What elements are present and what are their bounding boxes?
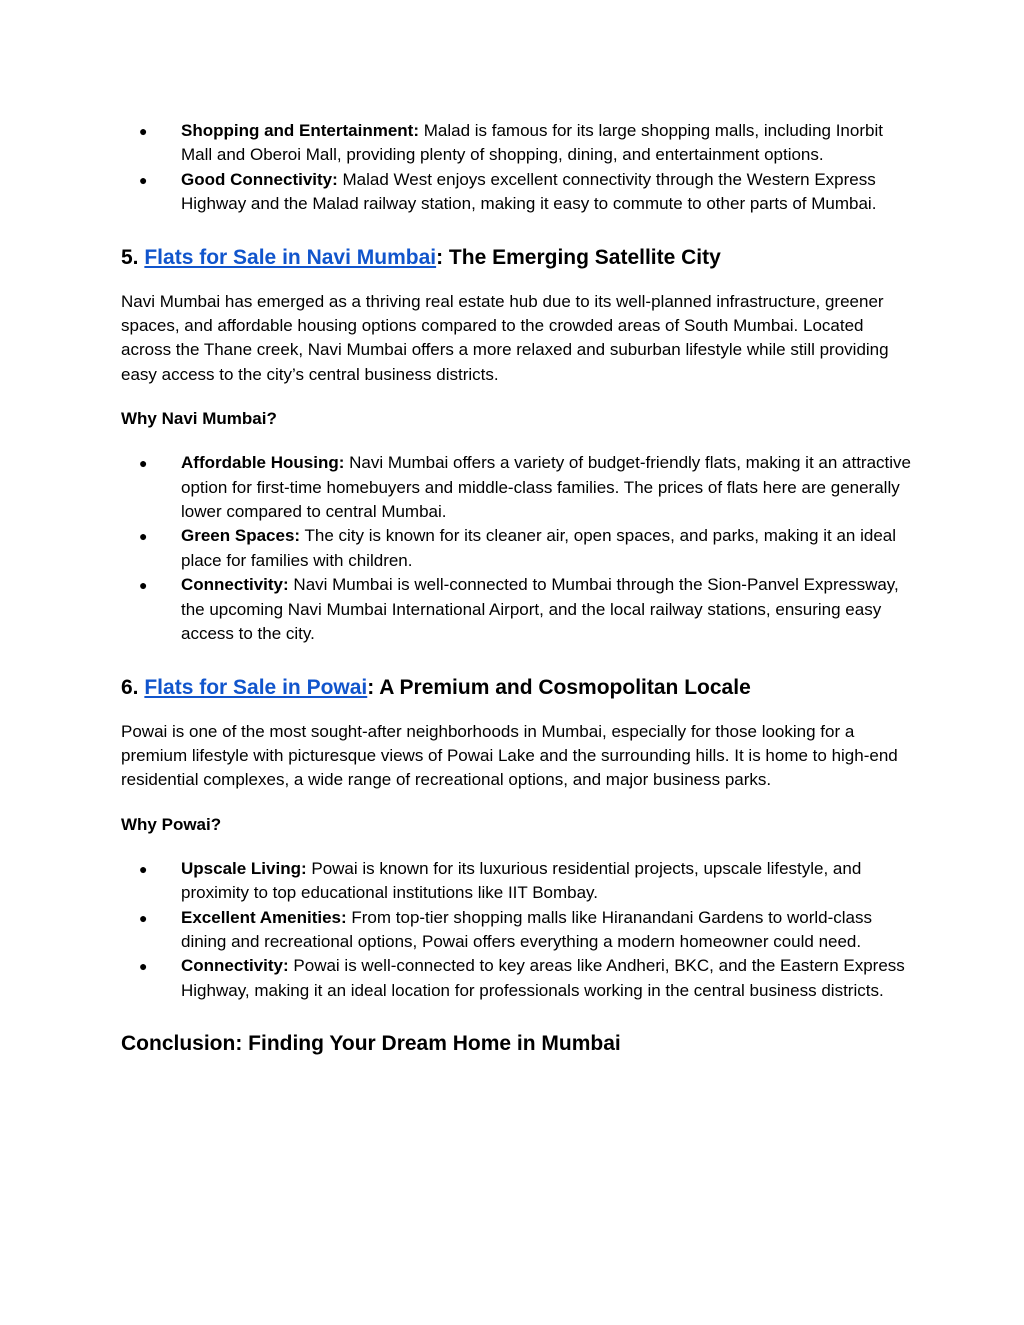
section-6-subheading: Why Powai?	[121, 814, 222, 834]
powai-benefits-list	[121, 857, 911, 1003]
bullet-icon: ●	[139, 171, 148, 188]
bullet-icon: ●	[139, 577, 148, 594]
list-item	[121, 857, 911, 906]
section-6-title-rest: : A Premium and Cosmopolitan Locale	[367, 675, 751, 699]
list-item-text: The city is known for its cleaner air, open spaces, and parks, making it an ideal place for families with children.	[181, 526, 897, 570]
list-item	[121, 451, 911, 524]
list-item-text: Powai is well-connected to key areas like Andheri, BKC, and the Eastern Express Highway, making it an ideal location for professionals working in the central business districts.	[181, 956, 905, 1000]
list-item-term: Shopping and Entertainment:	[181, 121, 419, 140]
list-item-term: Good Connectivity:	[181, 169, 338, 189]
list-item-term: Connectivity:	[181, 956, 289, 976]
section-5-heading	[121, 244, 911, 272]
section-6-paragraph: Powai is one of the most sought-after neighborhoods in Mumbai, especially for those looking for a premium lifestyle with picturesque views of Powai Lake and the surrounding hills. It is home to high-end residential complexes, a wide range of recreational options, and major business parks.	[121, 721, 898, 790]
list-item-term: Green Spaces:	[181, 526, 301, 546]
list-item	[121, 573, 911, 646]
list-item	[121, 119, 911, 168]
navi-mumbai-link[interactable]: Flats for Sale in Navi Mumbai	[144, 245, 437, 269]
list-item-text: Powai is known for its luxurious residential projects, upscale lifestyle, and proximity to top educational institutions like IIT Bombay.	[181, 858, 862, 903]
bullet-icon: ●	[139, 860, 148, 877]
document-page	[121, 119, 911, 1058]
list-item	[121, 524, 911, 573]
section-5-paragraph: Navi Mumbai has emerged as a thriving real estate hub due to its well-planned infrastructure, greener spaces, and affordable housing options compared to the crowded areas of South Mumbai. Located across the Thane creek, Navi Mumbai offers a more relaxed and suburban lifestyle while still providing easy access to the city’s central business districts.	[121, 291, 889, 384]
bullet-icon: ●	[139, 958, 148, 975]
list-item	[121, 168, 911, 217]
list-item-text: Malad West enjoys excellent connectivity through the Western Express Highway and the Malad railway station, making it easy to commute to other parts of Mumbai.	[181, 169, 877, 214]
bullet-icon: ●	[139, 455, 148, 472]
navi-mumbai-benefits-list	[121, 451, 911, 646]
bullet-icon: ●	[139, 909, 148, 926]
section-6-heading	[121, 674, 911, 702]
list-item-term: Connectivity:	[181, 575, 289, 595]
powai-link[interactable]: Flats for Sale in Powai	[144, 675, 368, 699]
bullet-icon: ●	[139, 528, 148, 545]
list-item-text: From top-tier shopping malls like Hiranandani Gardens to world-class dining and recreational options, Powai offers everything a modern homeowner could need.	[181, 907, 872, 951]
list-item	[121, 906, 911, 955]
malad-benefits-list	[121, 119, 911, 217]
conclusion-heading: Conclusion: Finding Your Dream Home in Mumbai	[121, 1032, 621, 1056]
list-item-term: Upscale Living:	[181, 858, 307, 878]
list-item-term: Affordable Housing:	[181, 453, 345, 473]
bullet-icon: ●	[139, 123, 148, 139]
section-5-number: 5.	[121, 245, 145, 269]
list-item	[121, 954, 911, 1003]
list-item-term: Excellent Amenities:	[181, 907, 347, 927]
list-item-text: Navi Mumbai is well-connected to Mumbai through the Sion-Panvel Expressway, the upcoming Navi Mumbai International Airport, and the local railway stations, ensuring easy access to the city.	[181, 575, 899, 644]
section-5-subheading: Why Navi Mumbai?	[121, 409, 277, 429]
list-item-text: Malad is famous for its large shopping malls, including Inorbit Mall and Oberoi Mall, providing plenty of shopping, dining, and entertainment options.	[181, 121, 883, 165]
section-6-number: 6.	[121, 675, 145, 699]
section-5-title-rest: : The Emerging Satellite City	[436, 245, 721, 269]
list-item-text: Navi Mumbai offers a variety of budget-friendly flats, making it an attractive option for first-time homebuyers and middle-class families. The prices of flats here are generally lower compared to central Mumbai.	[181, 453, 911, 522]
